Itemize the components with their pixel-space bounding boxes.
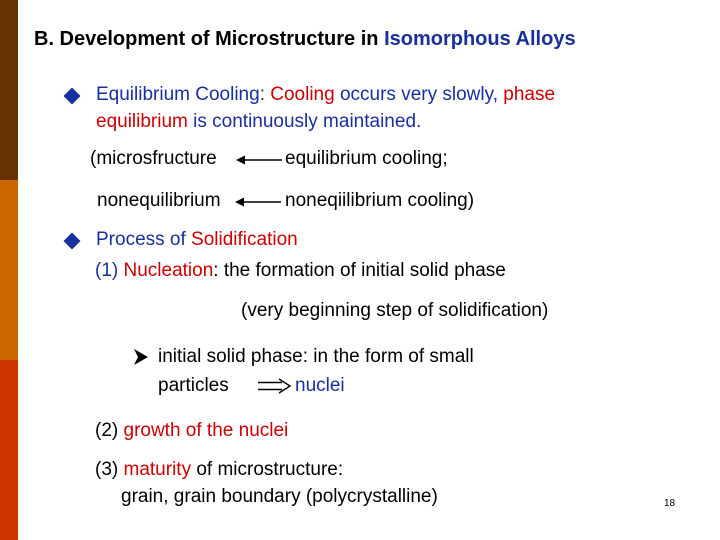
sidebar-segment-middle xyxy=(0,180,18,360)
step1-note: (very beginning step of solidification) xyxy=(241,300,549,321)
sub-bullet-line1: initial solid phase: in the form of small xyxy=(158,346,474,367)
paren-line1-right: equilibrium cooling; xyxy=(285,148,448,169)
step2-term: growth of the nuclei xyxy=(123,420,289,441)
step2-number: (2) xyxy=(95,420,124,441)
page-number: 18 xyxy=(664,498,676,509)
step3-line2: grain, grain boundary (polycrystalline) xyxy=(121,486,438,507)
bullet1-cooling: Cooling xyxy=(270,84,335,105)
bullet1-maintained: is continuously maintained. xyxy=(187,111,422,132)
title-highlight: Isomorphous Alloys xyxy=(384,28,576,50)
bullet-process xyxy=(96,229,298,251)
bullet1-text: occurs very slowly, xyxy=(334,84,504,105)
step3-text: of microstructure: xyxy=(191,459,344,480)
left-arrow-icon xyxy=(235,196,281,208)
slide-sidebar xyxy=(0,0,18,540)
step1-nucleation xyxy=(95,260,506,282)
slide-title xyxy=(34,28,576,51)
bullet1-equilibrium: equilibrium xyxy=(96,111,188,132)
bullet-equilibrium-line2 xyxy=(96,111,421,133)
step3-term: maturity xyxy=(123,459,192,480)
implies-arrow-icon xyxy=(258,378,292,394)
paren-line2-right: noneqiilibrium cooling) xyxy=(285,190,475,211)
step1-text: : the formation of initial solid phase xyxy=(213,260,506,281)
left-arrow-icon xyxy=(236,154,282,166)
step3-number: (3) xyxy=(95,459,124,480)
arrow-bullet-icon xyxy=(133,348,149,366)
paren-line1-left: (microsfructure xyxy=(90,148,217,169)
step3-maturity xyxy=(95,459,343,481)
bullet2-text: Process of xyxy=(96,229,192,250)
diamond-bullet-icon xyxy=(64,88,81,105)
sub-bullet-nuclei: nuclei xyxy=(295,375,345,396)
sub-bullet-line2-left: particles xyxy=(158,375,229,396)
sidebar-segment-top xyxy=(0,0,18,180)
paren-line2-left: nonequilibrium xyxy=(97,190,221,211)
step1-number: (1) xyxy=(95,260,124,281)
bullet2-solidification: Solidification xyxy=(191,229,298,250)
sidebar-segment-bottom xyxy=(0,360,18,540)
step1-term: Nucleation xyxy=(123,260,214,281)
title-prefix: B. Development of Microstructure in xyxy=(34,28,385,50)
diamond-bullet-icon xyxy=(64,233,81,250)
step2-growth xyxy=(95,420,288,442)
bullet1-phase: phase xyxy=(503,84,556,105)
bullet-equilibrium-line1 xyxy=(96,84,555,106)
bullet1-term: Equilibrium Cooling: xyxy=(96,84,271,105)
